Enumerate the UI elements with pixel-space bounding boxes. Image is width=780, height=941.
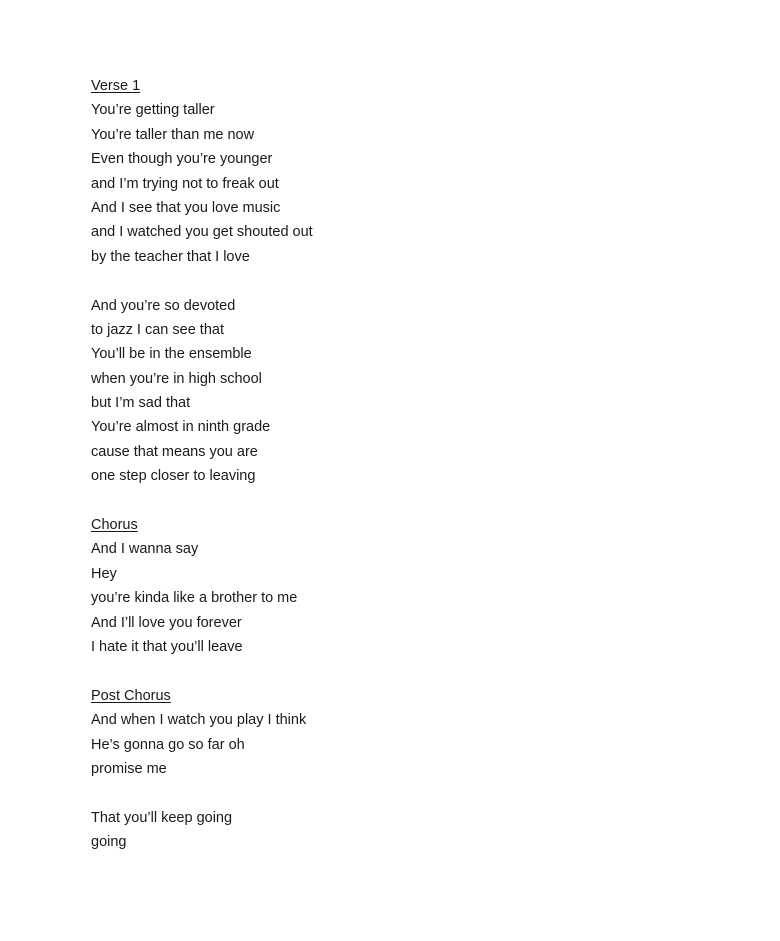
lyric-line: You’ll be in the ensemble xyxy=(91,346,252,363)
section-heading-post-chorus: Post Chorus xyxy=(91,687,171,704)
lyric-line: when you’re in high school xyxy=(91,370,262,387)
lyric-line: but I’m sad that xyxy=(91,395,191,412)
stanza-spacer xyxy=(91,659,313,683)
lyric-line: That you’ll keep going xyxy=(91,809,233,826)
lyric-line: Even though you’re younger xyxy=(91,151,273,168)
lyric-line: You’re getting taller xyxy=(91,102,215,119)
lyric-line: And I wanna say xyxy=(91,541,199,558)
stanza-spacer xyxy=(91,489,313,513)
stanza-spacer xyxy=(91,781,313,805)
lyric-line: and I’m trying not to freak out xyxy=(91,175,279,192)
lyric-line: promise me xyxy=(91,760,167,777)
lyric-line: by the teacher that I love xyxy=(91,248,250,265)
lyric-line: And I see that you love music xyxy=(91,199,281,216)
lyric-line: And when I watch you play I think xyxy=(91,712,307,729)
lyric-line: And you’re so devoted xyxy=(91,297,236,314)
lyric-line: And I’ll love you forever xyxy=(91,614,242,631)
lyric-line: cause that means you are xyxy=(91,443,258,460)
lyrics-body xyxy=(91,74,313,855)
lyric-line: one step closer to leaving xyxy=(91,468,256,485)
lyric-line: You’re taller than me now xyxy=(91,126,255,143)
section-heading-chorus: Chorus xyxy=(91,517,138,534)
lyric-line: going xyxy=(91,834,127,851)
lyric-line: to jazz I can see that xyxy=(91,321,224,338)
lyric-line: Hey xyxy=(91,565,117,582)
section-heading-verse-1: Verse 1 xyxy=(91,78,141,94)
lyric-line: you’re kinda like a brother to me xyxy=(91,590,298,607)
lyric-line: He’s gonna go so far oh xyxy=(91,736,245,753)
lyric-line: and I watched you get shouted out xyxy=(91,224,313,241)
stanza-spacer xyxy=(91,269,313,293)
lyric-line: You’re almost in ninth grade xyxy=(91,419,271,436)
lyric-line: I hate it that you’ll leave xyxy=(91,638,243,655)
